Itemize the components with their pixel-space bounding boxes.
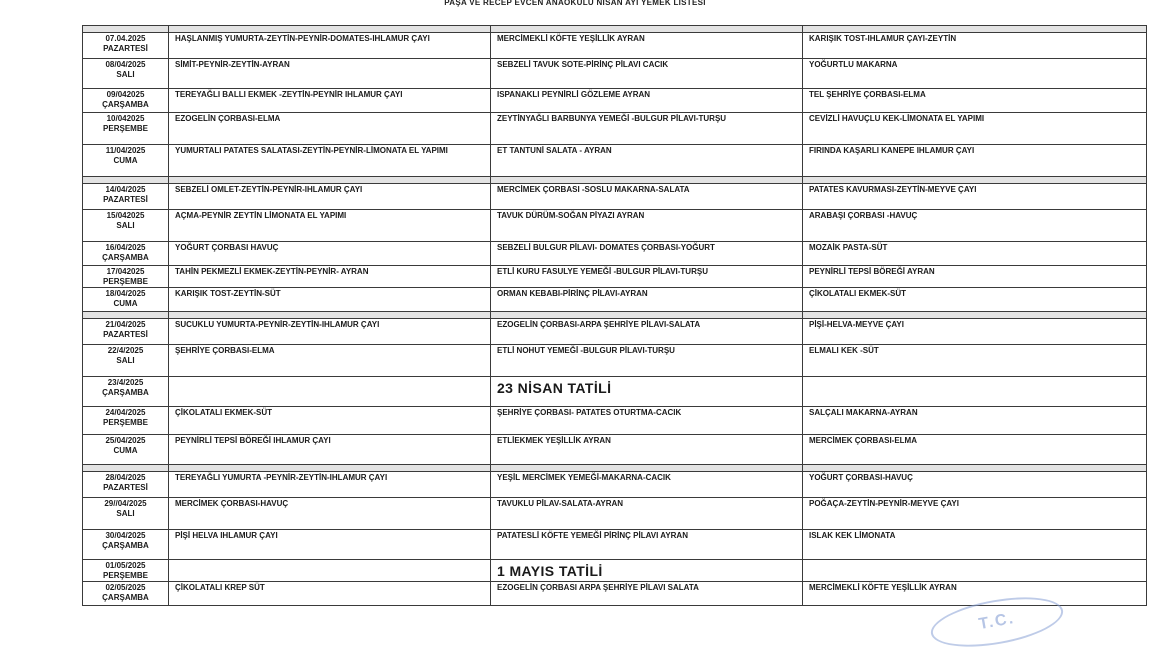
separator-cell (803, 465, 1147, 472)
date-cell (83, 407, 169, 435)
weekday-text: PAZARTESİ (103, 330, 148, 339)
lunch-cell: ORMAN KEBABI-PİRİNÇ PİLAVI-AYRAN (491, 288, 803, 312)
week-separator (83, 312, 1147, 319)
breakfast-cell: TEREYAĞLI YUMURTA -PEYNİR-ZEYTİN-IHLAMUR ÇAYI (169, 472, 491, 498)
snack-cell (803, 560, 1147, 582)
date-cell (83, 498, 169, 530)
date-text: 02/05/2025 (105, 583, 146, 592)
snack-cell: YOĞURTLU MAKARNA (803, 59, 1147, 89)
weekday-text: SALI (116, 356, 135, 365)
lunch-cell: TAVUK DÜRÜM-SOĞAN PİYAZI AYRAN (491, 210, 803, 242)
table-row (83, 435, 1147, 465)
lunch-cell: MERCİMEK ÇORBASI -SOSLU MAKARNA-SALATA (491, 184, 803, 210)
table-row (83, 33, 1147, 59)
weekday-text: PERŞEMBE (103, 571, 148, 580)
menu-table-body (83, 26, 1147, 606)
weekday-text: ÇARŞAMBA (102, 593, 149, 602)
date-cell (83, 582, 169, 606)
table-row (83, 89, 1147, 113)
separator-cell (83, 177, 169, 184)
table-row (83, 498, 1147, 530)
snack-cell: FIRINDA KAŞARLI KANEPE IHLAMUR ÇAYI (803, 145, 1147, 177)
snack-cell: POĞAÇA-ZEYTİN-PEYNİR-MEYVE ÇAYI (803, 498, 1147, 530)
snack-cell: ELMALI KEK -SÜT (803, 345, 1147, 377)
date-cell (83, 435, 169, 465)
page-title: PAŞA VE RECEP EVCEN ANAOKULU NİSAN AYI YEMEK LİSTESİ (444, 0, 706, 7)
breakfast-cell: ÇİKOLATALI KREP SÜT (169, 582, 491, 606)
weekday-text: SALI (116, 70, 135, 79)
separator-cell (491, 26, 803, 33)
date-text: 01/05/2025 (105, 561, 146, 570)
snack-cell: ARABAŞI ÇORBASI -HAVUÇ (803, 210, 1147, 242)
date-text: 17/042025 (106, 267, 145, 276)
date-text: 09/042025 (106, 90, 145, 99)
date-cell (83, 33, 169, 59)
weekday-text: PERŞEMBE (103, 277, 148, 286)
date-text: 23/4/2025 (107, 378, 144, 387)
separator-cell (169, 465, 491, 472)
lunch-cell: TAVUKLU PİLAV-SALATA-AYRAN (491, 498, 803, 530)
table-row (83, 407, 1147, 435)
table-row (83, 266, 1147, 288)
table-row (83, 242, 1147, 266)
holiday-cell: 1 MAYIS TATİLİ (491, 560, 803, 582)
table-row (83, 145, 1147, 177)
snack-cell: CEVİZLİ HAVUÇLU KEK-LİMONATA EL YAPIMI (803, 113, 1147, 145)
weekday-text: PAZARTESİ (103, 483, 148, 492)
snack-cell: TEL ŞEHRİYE ÇORBASI-ELMA (803, 89, 1147, 113)
separator-cell (169, 177, 491, 184)
separator-cell (803, 312, 1147, 319)
lunch-cell: ZEYTİNYAĞLI BARBUNYA YEMEĞİ -BULGUR PİLAVI-TURŞU (491, 113, 803, 145)
separator-cell (83, 26, 169, 33)
snack-cell: ÇİKOLATALI EKMEK-SÜT (803, 288, 1147, 312)
table-row (83, 288, 1147, 312)
weekday-text: SALI (116, 221, 135, 230)
lunch-cell: ETLİ NOHUT YEMEĞİ -BULGUR PİLAVI-TURŞU (491, 345, 803, 377)
date-text: 07.04.2025 (105, 34, 146, 43)
breakfast-cell: TAHİN PEKMEZLİ EKMEK-ZEYTİN-PEYNİR- AYRAN (169, 266, 491, 288)
separator-cell (491, 465, 803, 472)
snack-cell: SALÇALI MAKARNA-AYRAN (803, 407, 1147, 435)
table-row (83, 345, 1147, 377)
menu-table (82, 25, 1147, 606)
date-text: 28/04/2025 (105, 473, 146, 482)
weekday-text: CUMA (113, 299, 138, 308)
breakfast-cell: SEBZELİ OMLET-ZEYTİN-PEYNİR-IHLAMUR ÇAYI (169, 184, 491, 210)
breakfast-cell: PEYNİRLİ TEPSİ BÖREĞİ IHLAMUR ÇAYI (169, 435, 491, 465)
table-row (83, 377, 1147, 407)
separator-cell (83, 465, 169, 472)
lunch-cell: SEBZELİ TAVUK SOTE-PİRİNÇ PİLAVI CACIK (491, 59, 803, 89)
date-text: 30/04/2025 (105, 531, 146, 540)
breakfast-cell: YUMURTALI PATATES SALATASI-ZEYTİN-PEYNİR-LİMONATA EL YAPIMI (169, 145, 491, 177)
date-cell (83, 530, 169, 560)
week-separator (83, 465, 1147, 472)
separator-cell (169, 26, 491, 33)
breakfast-cell: ŞEHRİYE ÇORBASI-ELMA (169, 345, 491, 377)
weekday-text: PAZARTESİ (103, 44, 148, 53)
lunch-cell: ŞEHRİYE ÇORBASI- PATATES OTURTMA-CACIK (491, 407, 803, 435)
date-text: 11/04/2025 (105, 146, 146, 155)
breakfast-cell: HAŞLANMIŞ YUMURTA-ZEYTİN-PEYNİR-DOMATES-IHLAMUR ÇAYI (169, 33, 491, 59)
date-text: 10/042025 (106, 114, 145, 123)
date-text: 29//04/2025 (104, 499, 147, 508)
breakfast-cell (169, 560, 491, 582)
separator-cell (169, 312, 491, 319)
date-text: 15/042025 (106, 211, 145, 220)
lunch-cell: MERCİMEKLİ KÖFTE YEŞİLLİK AYRAN (491, 33, 803, 59)
snack-cell: MERCİMEKLİ KÖFTE YEŞİLLİK AYRAN (803, 582, 1147, 606)
official-stamp: T.C. (927, 589, 1067, 655)
date-text: 22/4/2025 (107, 346, 144, 355)
table-row (83, 184, 1147, 210)
date-cell (83, 560, 169, 582)
date-text: 14/04/2025 (105, 185, 146, 194)
snack-cell: PİŞİ-HELVA-MEYVE ÇAYI (803, 319, 1147, 345)
breakfast-cell: TEREYAĞLI BALLI EKMEK -ZEYTİN-PEYNİR IHLAMUR ÇAYI (169, 89, 491, 113)
breakfast-cell: KARIŞIK TOST-ZEYTİN-SÜT (169, 288, 491, 312)
separator-cell (803, 177, 1147, 184)
weekday-text: CUMA (113, 446, 138, 455)
breakfast-cell: MERCİMEK ÇORBASI-HAVUÇ (169, 498, 491, 530)
date-text: 25/04/2025 (105, 436, 146, 445)
breakfast-cell: PİŞİ HELVA IHLAMUR ÇAYI (169, 530, 491, 560)
snack-cell: KARIŞIK TOST-IHLAMUR ÇAYI-ZEYTİN (803, 33, 1147, 59)
lunch-cell: YEŞİL MERCİMEK YEMEĞİ-MAKARNA-CACIK (491, 472, 803, 498)
table-row (83, 59, 1147, 89)
snack-cell: MERCİMEK ÇORBASI-ELMA (803, 435, 1147, 465)
date-cell (83, 319, 169, 345)
lunch-cell: SEBZELİ BULGUR PİLAVI- DOMATES ÇORBASI-YOĞURT (491, 242, 803, 266)
date-cell (83, 472, 169, 498)
separator-cell (803, 26, 1147, 33)
breakfast-cell: ÇİKOLATALI EKMEK-SÜT (169, 407, 491, 435)
week-separator (83, 26, 1147, 33)
breakfast-cell: AÇMA-PEYNİR ZEYTİN LİMONATA EL YAPIMI (169, 210, 491, 242)
table-row (83, 113, 1147, 145)
separator-cell (491, 312, 803, 319)
date-text: 18/04/2025 (105, 289, 146, 298)
weekday-text: PAZARTESİ (103, 195, 148, 204)
table-row (83, 560, 1147, 582)
table-row (83, 472, 1147, 498)
weekday-text: ÇARŞAMBA (102, 541, 149, 550)
weekday-text: CUMA (113, 156, 138, 165)
date-cell (83, 113, 169, 145)
snack-cell (803, 377, 1147, 407)
lunch-cell: ISPANAKLI PEYNİRLİ GÖZLEME AYRAN (491, 89, 803, 113)
breakfast-cell: YOĞURT ÇORBASI HAVUÇ (169, 242, 491, 266)
table-row (83, 530, 1147, 560)
date-cell (83, 288, 169, 312)
lunch-cell: ET TANTUNİ SALATA - AYRAN (491, 145, 803, 177)
weekday-text: ÇARŞAMBA (102, 388, 149, 397)
date-text: 24/04/2025 (105, 408, 146, 417)
date-text: 08/04/2025 (105, 60, 146, 69)
week-separator (83, 177, 1147, 184)
holiday-cell: 23 NİSAN TATİLİ (491, 377, 803, 407)
lunch-cell: EZOGELİN ÇORBASI ARPA ŞEHRİYE PİLAVI SALATA (491, 582, 803, 606)
date-cell (83, 184, 169, 210)
weekday-text: SALI (116, 509, 135, 518)
breakfast-cell: SUCUKLU YUMURTA-PEYNİR-ZEYTİN-IHLAMUR ÇAYI (169, 319, 491, 345)
table-row (83, 210, 1147, 242)
date-cell (83, 210, 169, 242)
lunch-cell: ETLİEKMEK YEŞİLLİK AYRAN (491, 435, 803, 465)
breakfast-cell: SİMİT-PEYNİR-ZEYTİN-AYRAN (169, 59, 491, 89)
date-cell (83, 377, 169, 407)
date-cell (83, 266, 169, 288)
date-cell (83, 345, 169, 377)
weekday-text: PERŞEMBE (103, 124, 148, 133)
date-text: 21/04/2025 (105, 320, 146, 329)
snack-cell: MOZAİK PASTA-SÜT (803, 242, 1147, 266)
weekday-text: ÇARŞAMBA (102, 100, 149, 109)
weekday-text: PERŞEMBE (103, 418, 148, 427)
snack-cell: YOĞURT ÇORBASI-HAVUÇ (803, 472, 1147, 498)
lunch-cell: EZOGELİN ÇORBASI-ARPA ŞEHRİYE PİLAVI-SALATA (491, 319, 803, 345)
lunch-cell: ETLİ KURU FASULYE YEMEĞİ -BULGUR PİLAVI-TURŞU (491, 266, 803, 288)
date-cell (83, 242, 169, 266)
separator-cell (491, 177, 803, 184)
date-cell (83, 145, 169, 177)
date-cell (83, 59, 169, 89)
table-row (83, 319, 1147, 345)
snack-cell: ISLAK KEK LİMONATA (803, 530, 1147, 560)
date-text: 16/04/2025 (105, 243, 146, 252)
separator-cell (83, 312, 169, 319)
weekday-text: ÇARŞAMBA (102, 253, 149, 262)
snack-cell: PEYNİRLİ TEPSİ BÖREĞİ AYRAN (803, 266, 1147, 288)
snack-cell: PATATES KAVURMASI-ZEYTİN-MEYVE ÇAYI (803, 184, 1147, 210)
lunch-cell: PATATESLİ KÖFTE YEMEĞİ PİRİNÇ PİLAVI AYRAN (491, 530, 803, 560)
breakfast-cell (169, 377, 491, 407)
date-cell (83, 89, 169, 113)
breakfast-cell: EZOGELİN ÇORBASI-ELMA (169, 113, 491, 145)
